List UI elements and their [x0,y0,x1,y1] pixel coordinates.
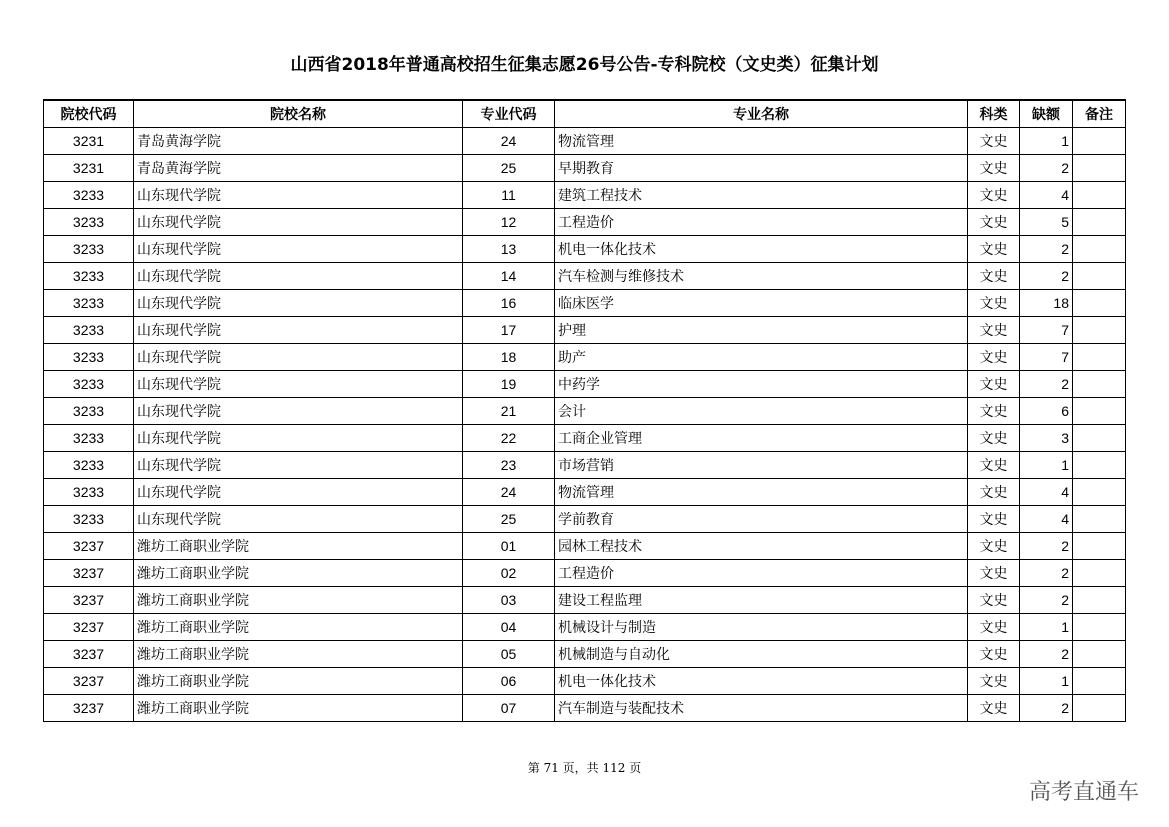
school-name-cell: 山东现代学院 [134,398,463,425]
major-code-cell: 21 [463,398,555,425]
remarks-cell [1073,128,1126,155]
school-code-cell: 3233 [44,344,134,371]
school-name-cell: 青岛黄海学院 [134,155,463,182]
major-code-cell: 02 [463,560,555,587]
table-row [44,614,1126,641]
remarks-cell [1073,236,1126,263]
table-row [44,479,1126,506]
header-vacancy: 缺额 [1020,100,1073,128]
vacancy-cell: 2 [1020,560,1073,587]
remarks-cell [1073,587,1126,614]
vacancy-cell: 2 [1020,371,1073,398]
table-row [44,155,1126,182]
school-name-cell: 山东现代学院 [134,182,463,209]
major-name-cell: 机械设计与制造 [555,614,968,641]
category-cell: 文史 [968,506,1020,533]
school-code-cell: 3237 [44,587,134,614]
category-cell: 文史 [968,128,1020,155]
table-row [44,317,1126,344]
school-code-cell: 3231 [44,128,134,155]
major-name-cell: 机电一体化技术 [555,236,968,263]
table-row [44,695,1126,722]
major-name-cell: 市场营销 [555,452,968,479]
remarks-cell [1073,668,1126,695]
major-name-cell: 工程造价 [555,560,968,587]
category-cell: 文史 [968,155,1020,182]
school-name-cell: 山东现代学院 [134,290,463,317]
table-row [44,425,1126,452]
major-name-cell: 建设工程监理 [555,587,968,614]
header-major-code: 专业代码 [463,100,555,128]
school-code-cell: 3233 [44,479,134,506]
major-name-cell: 早期教育 [555,155,968,182]
remarks-cell [1073,695,1126,722]
remarks-cell [1073,506,1126,533]
major-name-cell: 物流管理 [555,128,968,155]
table-row [44,263,1126,290]
school-code-cell: 3233 [44,398,134,425]
school-name-cell: 潍坊工商职业学院 [134,533,463,560]
category-cell: 文史 [968,398,1020,425]
school-name-cell: 潍坊工商职业学院 [134,587,463,614]
major-name-cell: 机械制造与自动化 [555,641,968,668]
table-row [44,344,1126,371]
major-name-cell: 中药学 [555,371,968,398]
vacancy-cell: 1 [1020,668,1073,695]
major-name-cell: 助产 [555,344,968,371]
table-row [44,587,1126,614]
major-code-cell: 11 [463,182,555,209]
vacancy-cell: 1 [1020,128,1073,155]
school-code-cell: 3237 [44,668,134,695]
vacancy-cell: 2 [1020,533,1073,560]
major-name-cell: 建筑工程技术 [555,182,968,209]
school-code-cell: 3233 [44,506,134,533]
header-major-name: 专业名称 [555,100,968,128]
category-cell: 文史 [968,641,1020,668]
school-name-cell: 青岛黄海学院 [134,128,463,155]
remarks-cell [1073,371,1126,398]
school-code-cell: 3231 [44,155,134,182]
major-code-cell: 18 [463,344,555,371]
category-cell: 文史 [968,263,1020,290]
header-category: 科类 [968,100,1020,128]
school-name-cell: 潍坊工商职业学院 [134,668,463,695]
category-cell: 文史 [968,479,1020,506]
category-cell: 文史 [968,695,1020,722]
school-name-cell: 潍坊工商职业学院 [134,614,463,641]
major-code-cell: 01 [463,533,555,560]
major-code-cell: 17 [463,317,555,344]
school-name-cell: 山东现代学院 [134,425,463,452]
major-code-cell: 25 [463,506,555,533]
major-code-cell: 13 [463,236,555,263]
major-code-cell: 16 [463,290,555,317]
major-code-cell: 24 [463,128,555,155]
table-row [44,209,1126,236]
table-row [44,182,1126,209]
remarks-cell [1073,317,1126,344]
major-code-cell: 06 [463,668,555,695]
major-name-cell: 工程造价 [555,209,968,236]
school-code-cell: 3237 [44,614,134,641]
vacancy-cell: 4 [1020,506,1073,533]
remarks-cell [1073,560,1126,587]
major-code-cell: 24 [463,479,555,506]
table-header-row [44,100,1126,128]
vacancy-cell: 6 [1020,398,1073,425]
table-row [44,668,1126,695]
category-cell: 文史 [968,425,1020,452]
vacancy-cell: 1 [1020,452,1073,479]
major-code-cell: 25 [463,155,555,182]
category-cell: 文史 [968,344,1020,371]
remarks-cell [1073,182,1126,209]
major-code-cell: 12 [463,209,555,236]
category-cell: 文史 [968,668,1020,695]
major-code-cell: 23 [463,452,555,479]
school-name-cell: 山东现代学院 [134,344,463,371]
major-code-cell: 07 [463,695,555,722]
school-name-cell: 山东现代学院 [134,236,463,263]
school-code-cell: 3233 [44,452,134,479]
vacancy-cell: 2 [1020,263,1073,290]
major-name-cell: 汽车检测与维修技术 [555,263,968,290]
table-row [44,398,1126,425]
major-code-cell: 03 [463,587,555,614]
major-name-cell: 学前教育 [555,506,968,533]
table-row [44,128,1126,155]
major-name-cell: 园林工程技术 [555,533,968,560]
enrollment-plan-table [43,99,1126,722]
remarks-cell [1073,209,1126,236]
category-cell: 文史 [968,317,1020,344]
school-code-cell: 3233 [44,263,134,290]
table-row [44,236,1126,263]
school-code-cell: 3233 [44,371,134,398]
category-cell: 文史 [968,533,1020,560]
category-cell: 文史 [968,236,1020,263]
remarks-cell [1073,452,1126,479]
major-code-cell: 19 [463,371,555,398]
vacancy-cell: 4 [1020,479,1073,506]
major-code-cell: 22 [463,425,555,452]
school-code-cell: 3233 [44,290,134,317]
vacancy-cell: 7 [1020,344,1073,371]
remarks-cell [1073,614,1126,641]
school-code-cell: 3233 [44,209,134,236]
school-name-cell: 潍坊工商职业学院 [134,641,463,668]
table-row [44,641,1126,668]
vacancy-cell: 4 [1020,182,1073,209]
vacancy-cell: 2 [1020,236,1073,263]
school-name-cell: 山东现代学院 [134,209,463,236]
header-remarks: 备注 [1073,100,1126,128]
vacancy-cell: 18 [1020,290,1073,317]
category-cell: 文史 [968,182,1020,209]
major-name-cell: 汽车制造与装配技术 [555,695,968,722]
page-footer: 第 71 页，共 112 页 [527,761,642,775]
major-name-cell: 会计 [555,398,968,425]
vacancy-cell: 3 [1020,425,1073,452]
major-code-cell: 05 [463,641,555,668]
category-cell: 文史 [968,560,1020,587]
vacancy-cell: 2 [1020,155,1073,182]
category-cell: 文史 [968,290,1020,317]
school-code-cell: 3237 [44,560,134,587]
remarks-cell [1073,533,1126,560]
table-row [44,560,1126,587]
school-name-cell: 山东现代学院 [134,371,463,398]
school-code-cell: 3237 [44,695,134,722]
vacancy-cell: 1 [1020,614,1073,641]
major-name-cell: 护理 [555,317,968,344]
category-cell: 文史 [968,587,1020,614]
table-row [44,533,1126,560]
school-name-cell: 山东现代学院 [134,317,463,344]
remarks-cell [1073,641,1126,668]
school-code-cell: 3233 [44,182,134,209]
table-row [44,371,1126,398]
remarks-cell [1073,479,1126,506]
watermark: 高考直通车 [1028,780,1139,805]
remarks-cell [1073,344,1126,371]
major-name-cell: 机电一体化技术 [555,668,968,695]
category-cell: 文史 [968,209,1020,236]
school-name-cell: 山东现代学院 [134,479,463,506]
major-code-cell: 14 [463,263,555,290]
school-code-cell: 3237 [44,533,134,560]
school-code-cell: 3237 [44,641,134,668]
vacancy-cell: 2 [1020,587,1073,614]
vacancy-cell: 2 [1020,695,1073,722]
remarks-cell [1073,398,1126,425]
page-title: 山西省2018年普通高校招生征集志愿26号公告-专科院校（文史类）征集计划 [290,55,879,75]
school-name-cell: 潍坊工商职业学院 [134,695,463,722]
school-code-cell: 3233 [44,236,134,263]
header-school-name: 院校名称 [134,100,463,128]
school-code-cell: 3233 [44,425,134,452]
school-name-cell: 潍坊工商职业学院 [134,560,463,587]
category-cell: 文史 [968,614,1020,641]
school-name-cell: 山东现代学院 [134,506,463,533]
remarks-cell [1073,263,1126,290]
vacancy-cell: 2 [1020,641,1073,668]
vacancy-cell: 7 [1020,317,1073,344]
school-name-cell: 山东现代学院 [134,263,463,290]
major-code-cell: 04 [463,614,555,641]
major-name-cell: 物流管理 [555,479,968,506]
vacancy-cell: 5 [1020,209,1073,236]
school-name-cell: 山东现代学院 [134,452,463,479]
table-row [44,452,1126,479]
table-row [44,290,1126,317]
table-row [44,506,1126,533]
header-school-code: 院校代码 [44,100,134,128]
category-cell: 文史 [968,371,1020,398]
remarks-cell [1073,290,1126,317]
school-code-cell: 3233 [44,317,134,344]
remarks-cell [1073,425,1126,452]
major-name-cell: 工商企业管理 [555,425,968,452]
major-name-cell: 临床医学 [555,290,968,317]
category-cell: 文史 [968,452,1020,479]
remarks-cell [1073,155,1126,182]
